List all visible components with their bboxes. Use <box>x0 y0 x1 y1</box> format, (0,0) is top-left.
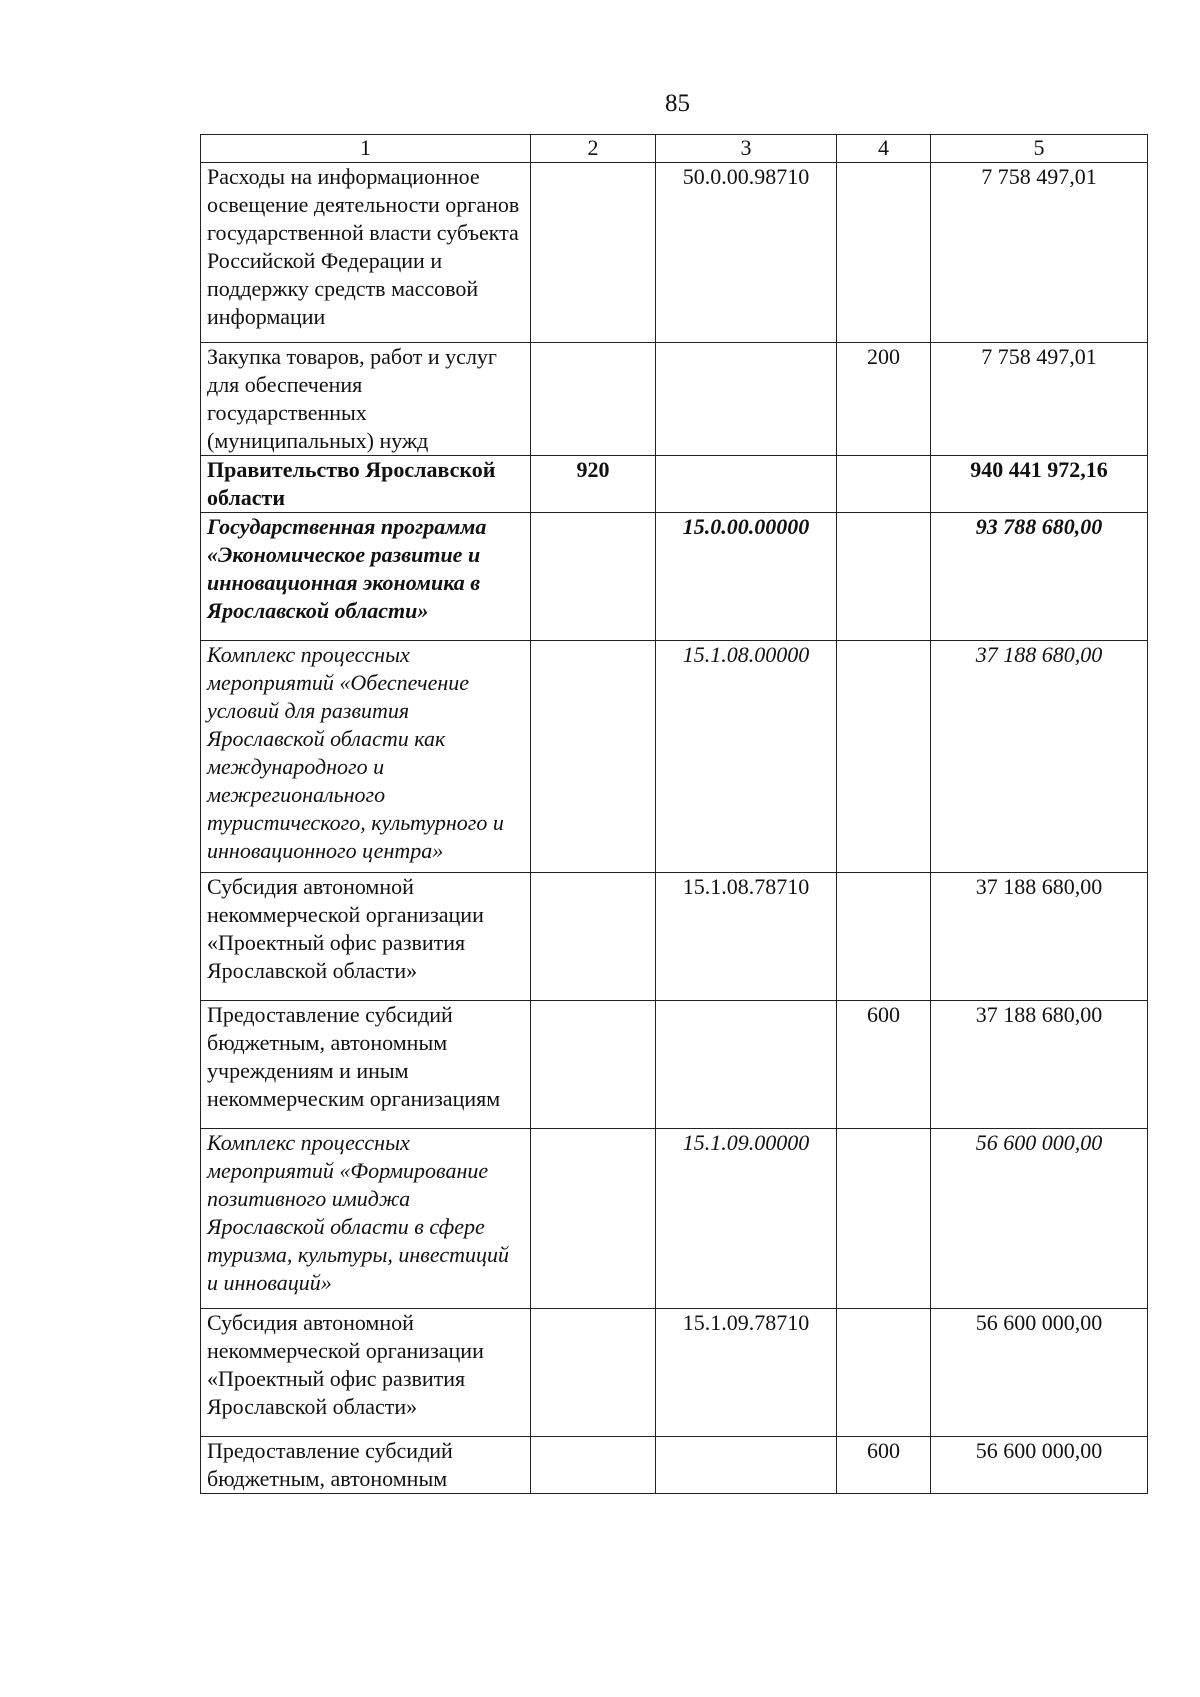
column-header-4: 4 <box>837 135 931 163</box>
row-amount-cell: 7 758 497,01 <box>931 163 1148 343</box>
row-name-cell: Государственная программа «Экономическое развитие и инновационная экономика в Ярославской области» <box>201 513 531 641</box>
row-column-2-cell <box>531 1001 656 1129</box>
table-body <box>201 163 1148 1494</box>
row-name-cell: Предоставление субсидий бюджетным, автономным <box>201 1437 531 1494</box>
row-code-cell: 15.0.00.00000 <box>656 513 837 641</box>
row-type-cell: 600 <box>837 1437 931 1494</box>
row-code-cell: 15.1.09.78710 <box>656 1309 837 1437</box>
row-amount-cell: 940 441 972,16 <box>931 456 1148 513</box>
row-code-cell <box>656 1001 837 1129</box>
row-code-cell <box>656 343 837 456</box>
row-name-cell: Комплекс процессных мероприятий «Формирование позитивного имиджа Ярославской области в сфере туризма, культуры, инвестиций и инноваций» <box>201 1129 531 1309</box>
column-header-1: 1 <box>201 135 531 163</box>
budget-table <box>200 134 1148 1494</box>
row-type-cell <box>837 456 931 513</box>
row-amount-cell: 93 788 680,00 <box>931 513 1148 641</box>
table-row <box>201 1129 1148 1309</box>
row-name-cell: Субсидия автономной некоммерческой организации «Проектный офис развития Ярославской области» <box>201 873 531 1001</box>
row-code-cell <box>656 1437 837 1494</box>
row-name-cell: Закупка товаров, работ и услуг для обеспечения государственных (муниципальных) нужд <box>201 343 531 456</box>
table-row <box>201 513 1148 641</box>
row-column-2-cell <box>531 343 656 456</box>
table-header-row <box>201 135 1148 163</box>
row-column-2-cell <box>531 163 656 343</box>
table-row <box>201 1309 1148 1437</box>
row-column-2-cell <box>531 873 656 1001</box>
row-amount-cell: 37 188 680,00 <box>931 873 1148 1001</box>
row-amount-cell: 37 188 680,00 <box>931 1001 1148 1129</box>
column-header-3: 3 <box>656 135 837 163</box>
row-column-2-cell <box>531 1129 656 1309</box>
row-type-cell <box>837 163 931 343</box>
table-row <box>201 343 1148 456</box>
row-column-2-cell <box>531 1309 656 1437</box>
column-header-5: 5 <box>931 135 1148 163</box>
row-name-cell: Комплекс процессных мероприятий «Обеспечение условий для развития Ярославской области как международного и межрегионального туристического, культурного и инновационного центра» <box>201 641 531 873</box>
row-amount-cell: 56 600 000,00 <box>931 1129 1148 1309</box>
column-header-2: 2 <box>531 135 656 163</box>
row-amount-cell: 56 600 000,00 <box>931 1309 1148 1437</box>
table-row <box>201 1001 1148 1129</box>
page-number: 85 <box>665 90 690 117</box>
row-type-cell: 600 <box>837 1001 931 1129</box>
table-row <box>201 456 1148 513</box>
table-row <box>201 1437 1148 1494</box>
row-name-cell: Правительство Ярославской области <box>201 456 531 513</box>
row-column-2-cell <box>531 513 656 641</box>
row-column-2-cell: 920 <box>531 456 656 513</box>
row-name-cell: Предоставление субсидий бюджетным, автономным учреждениям и иным некоммерческим организациям <box>201 1001 531 1129</box>
row-type-cell: 200 <box>837 343 931 456</box>
row-name-cell: Субсидия автономной некоммерческой организации «Проектный офис развития Ярославской области» <box>201 1309 531 1437</box>
row-type-cell <box>837 1309 931 1437</box>
row-code-cell: 15.1.09.00000 <box>656 1129 837 1309</box>
row-type-cell <box>837 873 931 1001</box>
row-type-cell <box>837 641 931 873</box>
table-row <box>201 163 1148 343</box>
row-amount-cell: 56 600 000,00 <box>931 1437 1148 1494</box>
row-type-cell <box>837 1129 931 1309</box>
row-amount-cell: 37 188 680,00 <box>931 641 1148 873</box>
table-row <box>201 641 1148 873</box>
row-type-cell <box>837 513 931 641</box>
row-code-cell: 50.0.00.98710 <box>656 163 837 343</box>
row-code-cell: 15.1.08.00000 <box>656 641 837 873</box>
table-row <box>201 873 1148 1001</box>
row-name-cell: Расходы на информационное освещение деятельности органов государственной власти субъекта Российской Федерации и поддержку средств массовой информации <box>201 163 531 343</box>
row-code-cell <box>656 456 837 513</box>
row-code-cell: 15.1.08.78710 <box>656 873 837 1001</box>
row-column-2-cell <box>531 1437 656 1494</box>
row-column-2-cell <box>531 641 656 873</box>
row-amount-cell: 7 758 497,01 <box>931 343 1148 456</box>
